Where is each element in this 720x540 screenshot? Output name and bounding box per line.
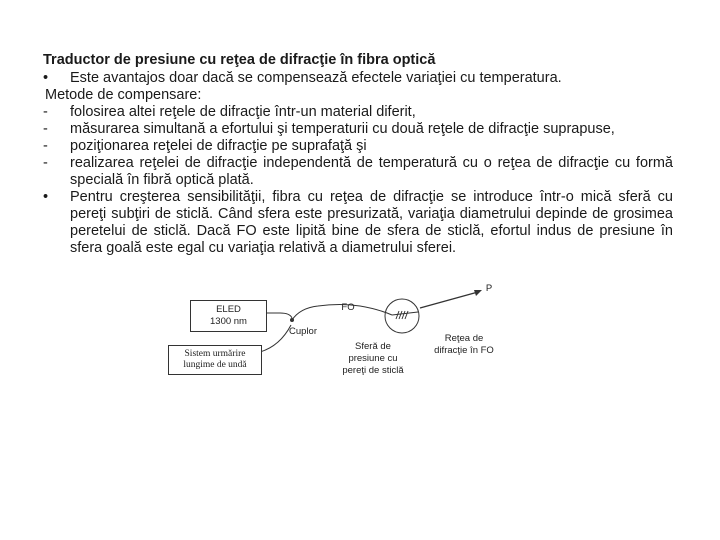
method-text: măsurarea simultană a efortului şi temperaturii cu două reţele de difracţie suprapuse, <box>70 121 615 137</box>
dash-marker: - <box>43 121 48 137</box>
fiber-eled-link <box>265 313 292 318</box>
bullet-text: Este avantajos doar dacă se compensează efectele variaţiei cu temperatura. <box>70 70 562 86</box>
sphere-caption-line3: pereţi de sticlă <box>342 365 404 376</box>
tracker-label-line2: lungime de undă <box>183 360 247 370</box>
sphere-caption <box>330 341 416 377</box>
bullet-text: Pentru creşterea sensibilităţii, fibra cu reţea de difracţie se introduce într-o mică sferă cu pereţi subţiri de sticlă. Când sfera este presurizată, variaţia diametrului depinde de grosimea peretelui de sticlă. Dacă FO este lipită bine de sfera de sticlă, efortul indus de presiune în sfera goală este egal cu variaţia relativă a diametrului sferei. <box>70 189 673 256</box>
dash-marker: - <box>43 138 48 154</box>
method-text: poziţionarea reţelei de difracţie pe suprafaţă şi <box>70 138 367 154</box>
methods-heading: Metode de compensare: <box>45 87 202 103</box>
document-title: Traductor de presiune cu reţea de difracţie în fibra optică <box>43 52 436 68</box>
sphere-caption-line1: Sferă de <box>355 341 391 352</box>
method-text: realizarea reţelei de difracţie independentă de temperatură cu o reţea de difracţie cu formă specială în fibră optică plată. <box>70 155 673 188</box>
fiber-inside-sphere <box>392 312 418 315</box>
coupler-label: Cuplor <box>289 326 317 337</box>
pressure-label: P <box>485 283 493 294</box>
grating-marks <box>396 311 408 319</box>
grating-caption-line1: Reţea de <box>444 333 484 344</box>
bullet-marker: • <box>43 70 49 86</box>
grating-caption-line2: difracţie în FO <box>434 345 494 356</box>
eled-wavelength: 1300 nm <box>210 316 247 327</box>
fiber-label: FO <box>341 302 355 313</box>
tracker-label-line1: Sistem urmărire <box>184 349 246 359</box>
method-text: folosirea altei reţele de difracţie într-un material diferit, <box>70 104 416 120</box>
pressure-arrow-line <box>420 292 478 308</box>
eled-label: ELED <box>216 304 241 315</box>
eled-source-box <box>190 300 267 332</box>
dash-marker: - <box>43 155 48 171</box>
bullet-marker: • <box>43 189 49 205</box>
pressure-sphere <box>385 299 419 333</box>
pressure-arrow-head <box>474 290 482 296</box>
wavelength-tracker-box <box>168 345 262 375</box>
dash-marker: - <box>43 104 48 120</box>
sphere-caption-line2: presiune cu <box>348 353 398 364</box>
grating-caption <box>424 333 504 357</box>
